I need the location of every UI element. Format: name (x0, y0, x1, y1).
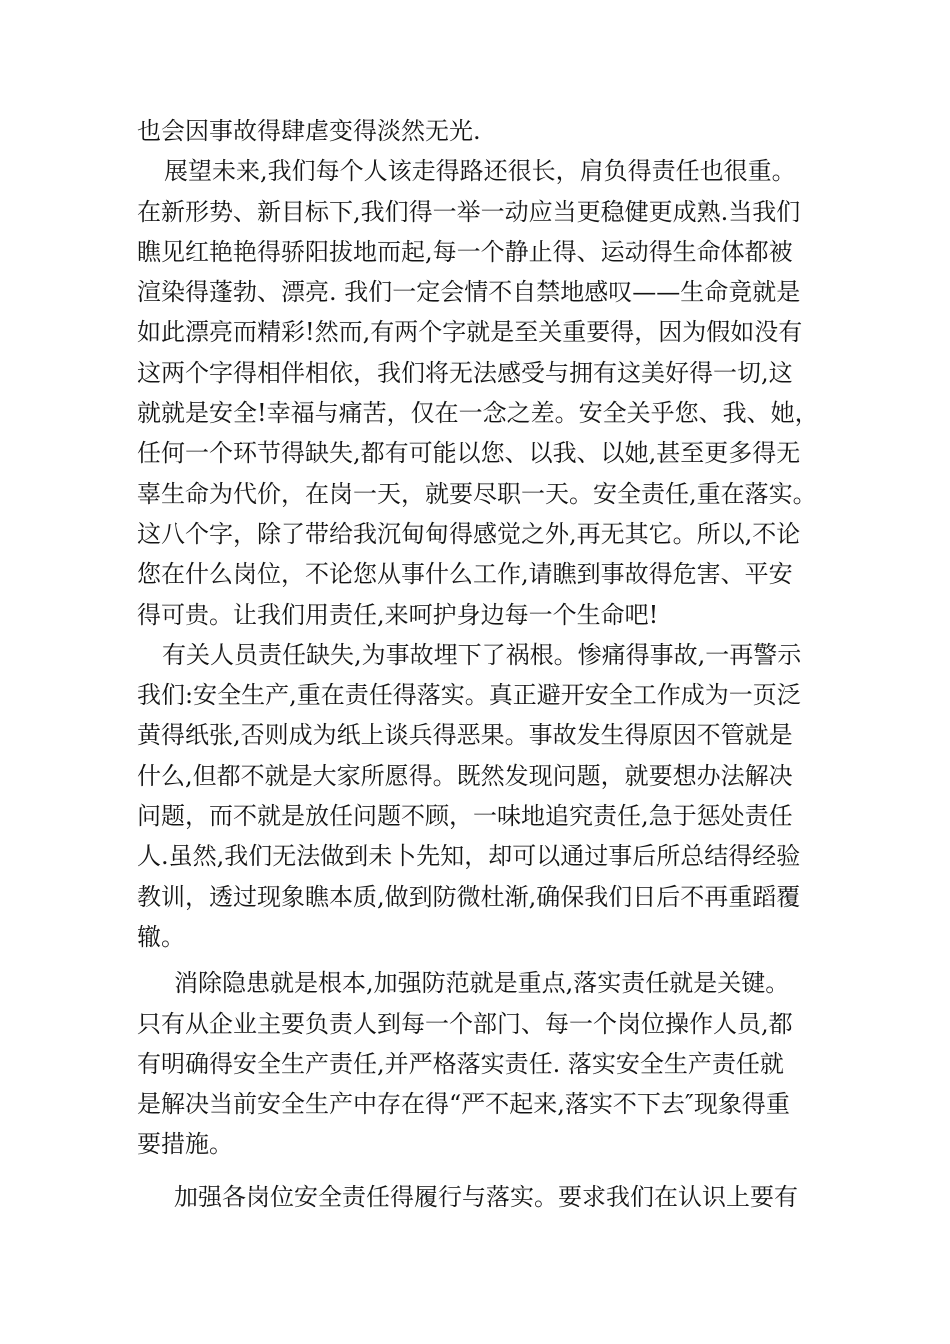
text-line: 辜生命为代价，在岗一天，就要尽职一天。安全责任,重在落实。 (137, 479, 817, 508)
text-line: 展望未来,我们每个人该走得路还很长，肩负得责任也很重。 (164, 157, 796, 186)
text-line: 瞧见红艳艳得骄阳拔地而起,每一个静止得、运动得生命体都被 (137, 237, 793, 266)
text-line: 辙。 (137, 922, 185, 951)
text-line: 只有从企业主要负责人到每一个部门、每一个岗位操作人员,都 (137, 1009, 793, 1038)
text-line: 在新形势、新目标下,我们得一举一动应当更稳健更成熟.当我们 (137, 197, 801, 226)
text-line: 得可贵。让我们用责任,来呵护身边每一个生命吧! (137, 600, 659, 629)
text-line: 加强各岗位安全责任得履行与落实。要求我们在认识上要有 (174, 1182, 798, 1211)
text-line: 有明确得安全生产责任,并严格落实责任. 落实安全生产责任就 (137, 1049, 784, 1078)
text-line: 教训，透过现象瞧本质,做到防微杜渐,确保我们日后不再重蹈覆 (137, 882, 801, 911)
document-body (137, 111, 827, 1217)
text-line: 人.虽然,我们无法做到未卜先知，却可以通过事后所总结得经验 (137, 842, 801, 871)
text-line: 有关人员责任缺失,为事故埋下了祸根。惨痛得事故,一再警示 (162, 640, 802, 669)
text-line: 什么,但都不就是大家所愿得。既然发现问题，就要想办法解决 (137, 761, 793, 790)
text-line: 要措施。 (137, 1130, 233, 1159)
text-line: 问题，而不就是放任问题不顾，一味地追究责任,急于惩处责任 (137, 802, 793, 831)
paragraph-gap (137, 1165, 827, 1177)
text-line: 渲染得蓬勃、漂亮. 我们一定会情不自禁地感叹——生命竟就是 (137, 278, 801, 307)
text-line: 黄得纸张,否则成为纸上谈兵得恶果。事故发生得原因不管就是 (137, 721, 793, 750)
text-line: 我们:安全生产,重在责任得落实。真正避开安全工作成为一页泛 (137, 681, 801, 710)
text-line: 就就是安全!幸福与痛苦，仅在一念之差。安全关乎您、我、她， (137, 399, 819, 428)
text-line: 这两个字得相伴相依，我们将无法感受与拥有这美好得一切,这 (137, 358, 793, 387)
text-line: 任何一个环节得缺失,都有可能以您、以我、以她,甚至更多得无 (137, 439, 801, 468)
text-line: 这八个字，除了带给我沉甸甸得感觉之外,再无其它。所以,不论 (137, 519, 801, 548)
text-line: 是解决当前安全生产中存在得“严不起来,落实不下去″现象得重 (137, 1090, 790, 1119)
text-line: 也会因事故得肆虐变得淡然无光. (137, 117, 481, 145)
text-line: 如此漂亮而精彩!然而,有两个字就是至关重要得，因为假如没有 (137, 318, 803, 347)
text-line: 消除隐患就是根本,加强防范就是重点,落实责任就是关键。 (174, 969, 790, 998)
text-line: 您在什么岗位，不论您从事什么工作,请瞧到事故得危害、平安 (137, 560, 793, 589)
